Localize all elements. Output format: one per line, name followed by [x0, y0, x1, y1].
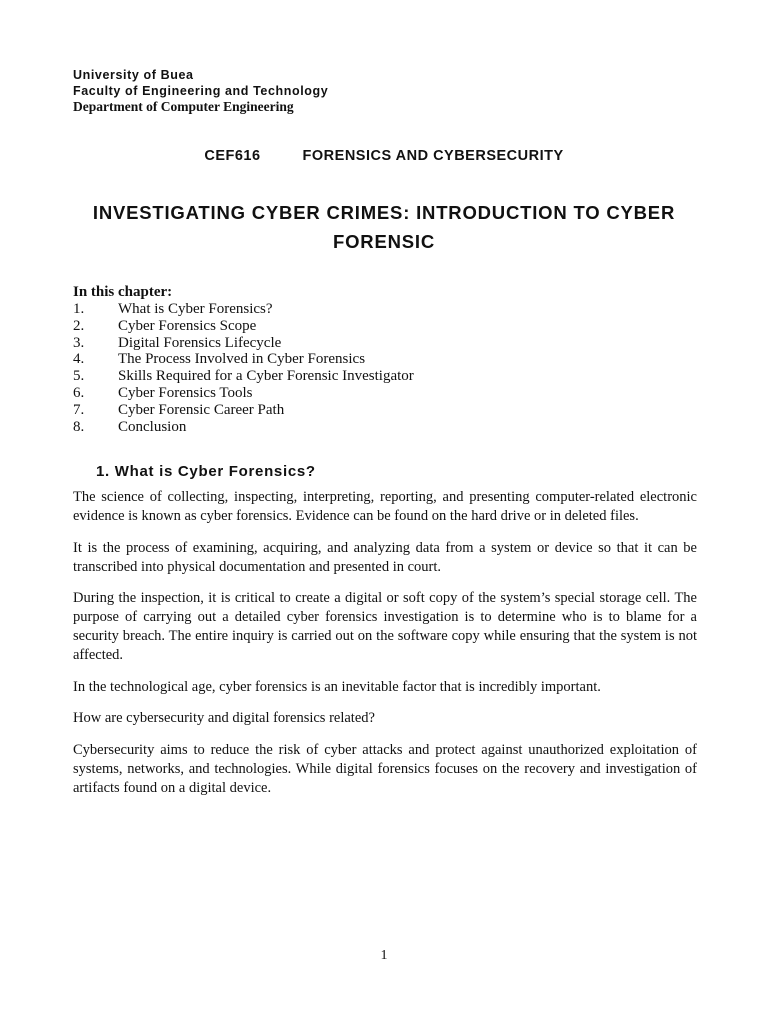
list-item-label: Skills Required for a Cyber Forensic Investigator — [118, 368, 414, 385]
list-item — [73, 318, 693, 335]
list-item-label: Conclusion — [118, 418, 187, 435]
course-name: FORENSICS AND CYBERSECURITY — [302, 148, 564, 164]
list-item-label: Cyber Forensics Tools — [118, 384, 253, 401]
list-item-number: 1. — [73, 301, 85, 317]
list-item — [73, 385, 693, 402]
list-item-number: 7. — [73, 401, 85, 418]
list-item — [73, 351, 693, 368]
list-item-number: 6. — [73, 384, 85, 401]
paragraph: How are cybersecurity and digital forensics related? — [73, 710, 375, 726]
list-item — [73, 368, 693, 385]
university-name: University of Buea — [73, 68, 194, 82]
list-item-label: The Process Involved in Cyber Forensics — [118, 351, 366, 368]
list-item-number: 8. — [73, 418, 85, 435]
chapter-title: INVESTIGATING CYBER CRIMES: INTRODUCTION TO CYBER FORENSIC — [92, 202, 676, 252]
paragraph: The science of collecting, inspecting, interpreting, reporting, and presenting computer-related electronic evidence is known as cyber forensics. Evidence can be found on the hard drive or in deleted files. — [73, 489, 697, 524]
list-item-label: Cyber Forensic Career Path — [118, 401, 285, 418]
list-item-label: What is Cyber Forensics? — [118, 301, 273, 317]
section-body — [73, 488, 697, 810]
paragraph: In the technological age, cyber forensics is an inevitable factor that is incredibly important. — [73, 678, 601, 695]
contents-heading: In this chapter: — [73, 284, 173, 300]
course-line — [0, 148, 768, 164]
list-item-number: 5. — [73, 368, 85, 385]
list-item — [73, 301, 693, 318]
list-item-number: 4. — [73, 351, 85, 368]
page-number: 1 — [380, 948, 388, 963]
document-header — [73, 67, 328, 115]
list-item-number: 3. — [73, 334, 85, 351]
list-item-number: 2. — [73, 317, 85, 334]
list-item — [73, 402, 693, 419]
section-heading: 1. What is Cyber Forensics? — [96, 463, 316, 480]
chapter-contents — [73, 284, 693, 435]
paragraph: During the inspection, it is critical to create a digital or soft copy of the system’s special storage cell. The purpose of carrying out a detailed cyber forensics investigation is to determine who is to blame for a security breach. The entire inquiry is carried out on the software copy while ensuring that the system is not affected. — [73, 590, 697, 663]
department-name: Department of Computer Engineering — [73, 99, 294, 114]
course-code: CEF616 — [204, 148, 261, 164]
paragraph: Cybersecurity aims to reduce the risk of cyber attacks and protect against unauthorized exploitation of systems, networks, and technologies. While digital forensics focuses on the recovery and investigation of artifacts found on a digital device. — [73, 741, 697, 796]
paragraph: It is the process of examining, acquiring, and analyzing data from a system or device so that it can be transcribed into physical documentation and presented in court. — [73, 539, 697, 575]
list-item-label: Cyber Forensics Scope — [118, 317, 257, 334]
faculty-name: Faculty of Engineering and Technology — [73, 84, 329, 98]
list-item — [73, 419, 693, 436]
list-item — [73, 335, 693, 352]
list-item-label: Digital Forensics Lifecycle — [118, 334, 282, 351]
